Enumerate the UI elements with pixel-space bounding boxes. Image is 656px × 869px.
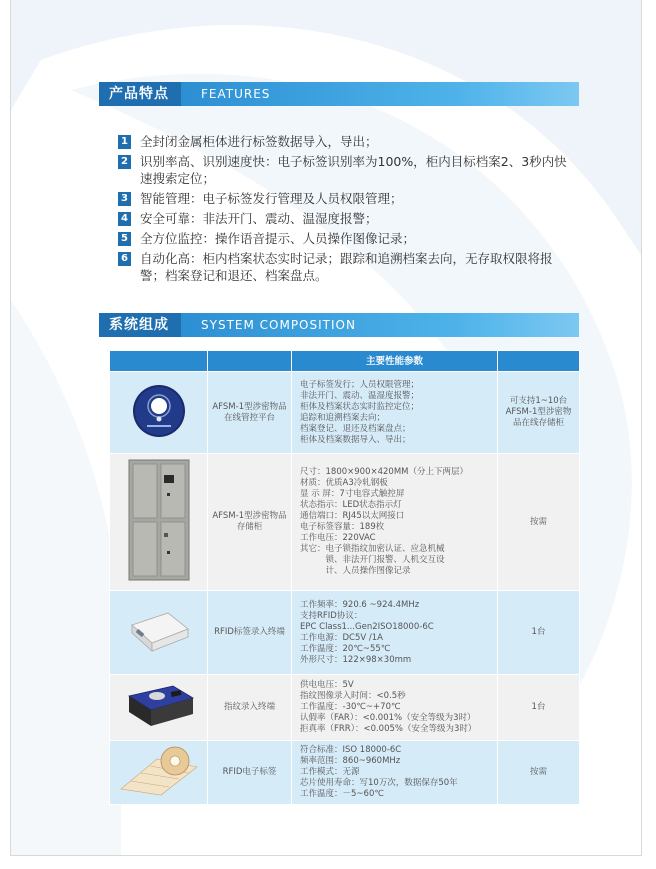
product-params — [292, 741, 498, 805]
param-line: 电子标签发行；人员权限管理； — [300, 379, 420, 390]
param-line: 工作温度：-30℃~+70℃ — [300, 702, 401, 712]
param-line: 符合标准：ISO 18000-6C — [300, 745, 402, 755]
param-line: 显 示 屏：7寸电容式触控屏 — [300, 489, 405, 499]
feature-item — [118, 230, 568, 247]
software-cd-icon — [131, 383, 187, 439]
product-image-cell — [110, 741, 208, 805]
rfid-reader-icon — [126, 607, 192, 655]
product-image-cell — [110, 454, 208, 591]
feature-number-badge: 4 — [118, 212, 131, 226]
product-quantity: 按需 — [498, 741, 580, 805]
param-line: 拒真率（FRR）：<0.005%（安全等级为3时） — [300, 724, 477, 734]
feature-text: 自动化高：柜内档案状态实时记录；跟踪和追溯档案去向，无存取权限将报警；档案登记和退还、档案盘点。 — [140, 251, 553, 283]
feature-number-badge: 3 — [118, 192, 131, 206]
fingerprint-terminal-icon — [121, 680, 197, 732]
param-line: 工作电源：DC5V /1A — [300, 632, 383, 643]
table-row — [110, 675, 580, 741]
param-line: 计、人员操作图像记录 — [300, 566, 411, 576]
feature-item — [118, 133, 568, 150]
feature-item — [118, 250, 568, 284]
composition-title-zh: 系统组成 — [99, 313, 181, 337]
table-header-row — [110, 351, 580, 372]
param-line: 材质：优质A3冷轧钢板 — [300, 478, 388, 488]
brochure-page — [10, 0, 642, 856]
param-line: 供电电压：5V — [300, 680, 354, 690]
product-name: AFSM-1型涉密物品存储柜 — [208, 454, 292, 591]
product-name: RFID电子标签 — [208, 741, 292, 805]
table-row — [110, 372, 580, 454]
product-params — [292, 454, 498, 591]
param-line: 工作频率：920.6 ~924.4MHz — [300, 599, 420, 610]
storage-cabinet-icon — [128, 459, 190, 581]
table-row — [110, 591, 580, 675]
param-line: 其它：电子锁指纹加密认证、应急机械 — [300, 544, 445, 554]
composition-title-en: SYSTEM COMPOSITION — [181, 313, 579, 337]
product-image-cell — [110, 675, 208, 741]
table-header-blank — [110, 351, 208, 372]
param-line: 尺寸：1800×900×420MM（分上下两层） — [300, 467, 468, 477]
product-params — [292, 591, 498, 675]
product-image-cell — [110, 591, 208, 675]
param-line: 追踪和追溯档案去向； — [300, 412, 386, 423]
features-title-en: FEATURES — [181, 82, 579, 106]
feature-text: 全封闭金属柜体进行标签数据导入，导出； — [140, 134, 378, 149]
table-header-blank — [498, 351, 580, 372]
feature-item — [118, 153, 568, 187]
feature-number-badge: 2 — [118, 155, 131, 169]
feature-item — [118, 190, 568, 207]
product-name: AFSM-1型涉密物品在线管控平台 — [208, 372, 292, 454]
features-list — [118, 133, 568, 287]
product-quantity: 1台 — [498, 591, 580, 675]
table-row — [110, 741, 580, 805]
param-line: 电子标签容量：189枚 — [300, 522, 385, 532]
param-line: 工作模式：无源 — [300, 767, 360, 777]
feature-text: 安全可靠：非法开门、震动、温湿度报警； — [140, 211, 378, 226]
table-header-blank — [208, 351, 292, 372]
param-line: 支持RFID协议： — [300, 610, 363, 621]
param-line: 工作电压：220VAC — [300, 533, 376, 543]
rfid-tag-roll-icon — [117, 745, 201, 797]
product-image-cell — [110, 372, 208, 454]
feature-number-badge: 1 — [118, 135, 131, 149]
param-line: 非法开门、震动、温湿度报警； — [300, 390, 420, 401]
param-line: 芯片使用寿命：写10万次，数据保存50年 — [300, 778, 458, 788]
param-line: 锁、非法开门报警、人机交互设 — [300, 555, 445, 565]
param-line: 外形尺寸：122×98×30mm — [300, 654, 412, 665]
param-line: 频率范围：860~960MHz — [300, 756, 401, 766]
feature-number-badge: 5 — [118, 232, 131, 246]
param-line: 指纹图像录入时间：<0.5秒 — [300, 691, 406, 701]
product-params — [292, 372, 498, 454]
param-line: 档案登记、退还及档案盘点； — [300, 423, 411, 434]
product-quantity: 1台 — [498, 675, 580, 741]
feature-text: 全方位监控：操作语音提示、人员操作图像记录； — [140, 231, 416, 246]
product-quantity: 按需 — [498, 454, 580, 591]
system-composition-table — [109, 350, 580, 805]
table-header-params: 主要性能参数 — [292, 351, 498, 372]
param-line: 工作温度：－5~60℃ — [300, 789, 384, 799]
param-line: 通信端口：RJ45以太网接口 — [300, 511, 405, 521]
param-line: 认假率（FAR）：<0.001%（安全等级为3时） — [300, 713, 476, 723]
product-params — [292, 675, 498, 741]
param-line: 状态指示：LED状态指示灯 — [300, 500, 402, 510]
product-quantity: 可支持1~10台AFSM-1型涉密物品在线存储柜 — [498, 372, 580, 454]
features-section-header — [99, 82, 579, 106]
product-name: RFID标签录入终端 — [208, 591, 292, 675]
feature-text: 识别率高、识别速度快：电子标签识别率为100%，柜内目标档案2、3秒内快速搜索定位； — [140, 154, 567, 186]
product-name: 指纹录入终端 — [208, 675, 292, 741]
param-line: 工作温度：20℃~55℃ — [300, 643, 391, 654]
param-line: 柜体及档案状态实时监控定位； — [300, 401, 420, 412]
feature-number-badge: 6 — [118, 252, 131, 266]
features-title-zh: 产品特点 — [99, 82, 181, 106]
param-line: 柜体及档案数据导入、导出； — [300, 434, 411, 445]
composition-section-header — [99, 313, 579, 337]
table-row — [110, 454, 580, 591]
feature-item — [118, 210, 568, 227]
param-line: EPC Class1...Gen2ISO18000-6C — [300, 621, 434, 632]
feature-text: 智能管理：电子标签发行管理及人员权限管理； — [140, 191, 403, 206]
